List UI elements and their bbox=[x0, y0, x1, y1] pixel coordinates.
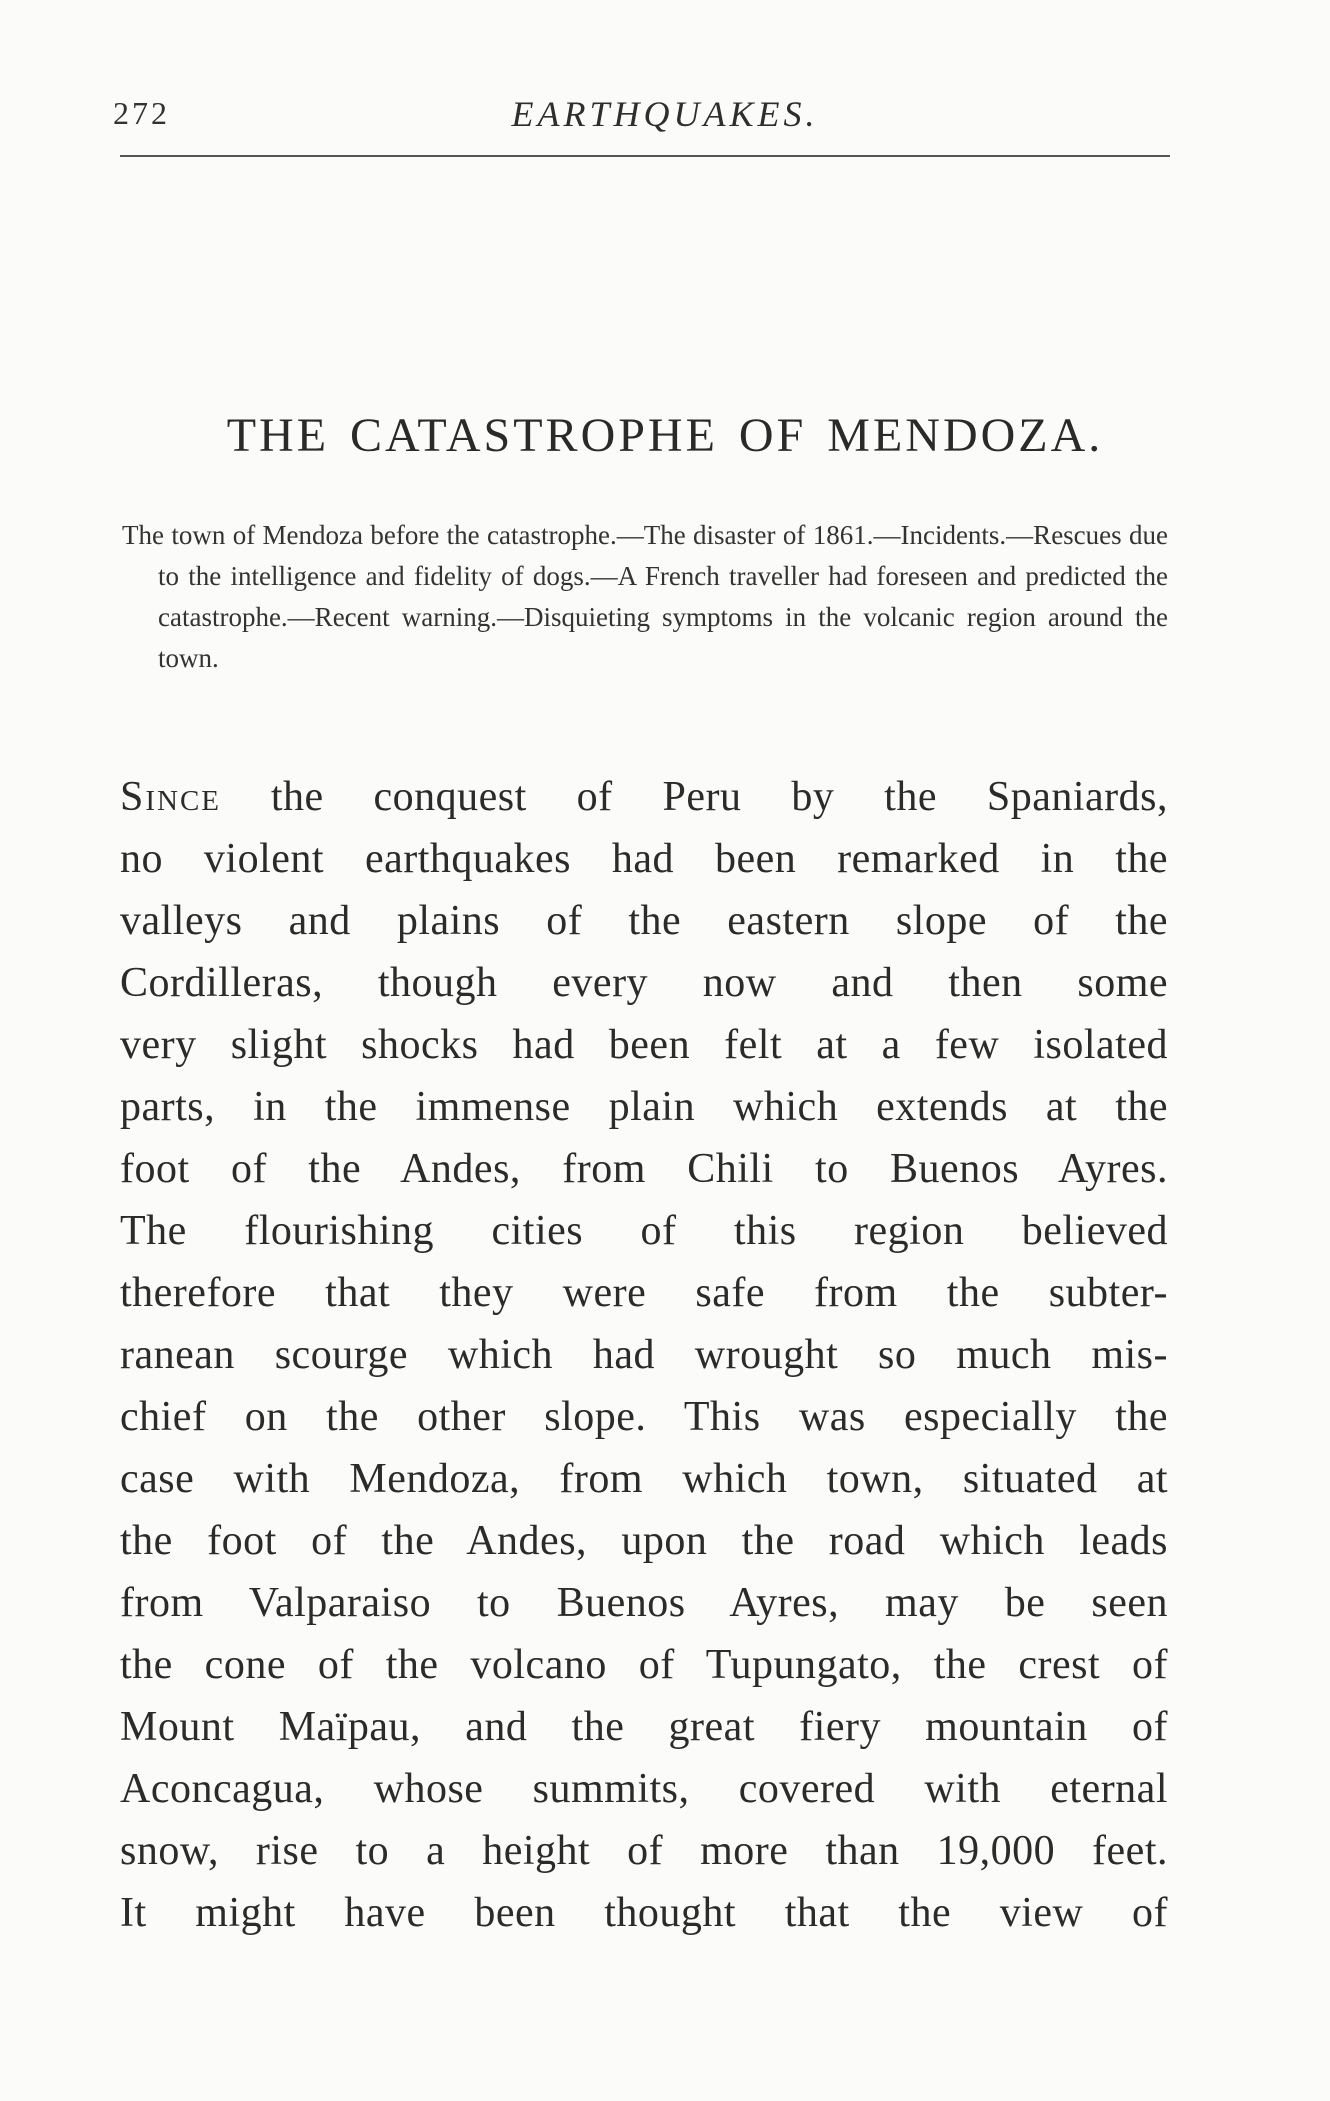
body-line: The flourishing cities of this region believed bbox=[120, 1208, 1168, 1254]
body-line: snow, rise to a height of more than 19,000 feet. bbox=[120, 1828, 1168, 1874]
body-line: Cordilleras, though every now and then some bbox=[120, 960, 1168, 1006]
body-line: Aconcagua, whose summits, covered with eternal bbox=[120, 1766, 1168, 1812]
body-line: therefore that they were safe from the subter- bbox=[120, 1270, 1168, 1316]
body-line bbox=[120, 766, 1168, 828]
body-line: foot of the Andes, from Chili to Buenos Ayres. bbox=[120, 1146, 1168, 1192]
body-line: It might have been thought that the view of bbox=[120, 1890, 1168, 1936]
page-number: 272 bbox=[113, 95, 170, 131]
body-line: case with Mendoza, from which town, situated at bbox=[120, 1456, 1168, 1502]
body-line: parts, in the immense plain which extends at the bbox=[120, 1084, 1168, 1130]
body-paragraph bbox=[120, 766, 1168, 1944]
body-line: valleys and plains of the eastern slope of the bbox=[120, 898, 1168, 944]
body-line: no violent earthquakes had been remarked in the bbox=[120, 836, 1168, 882]
header-rule bbox=[120, 155, 1170, 157]
chapter-summary bbox=[122, 515, 1168, 679]
chapter-title: THE CATASTROPHE OF MENDOZA. bbox=[226, 409, 1104, 462]
body-line: from Valparaiso to Buenos Ayres, may be seen bbox=[120, 1580, 1168, 1626]
body-line: the cone of the volcano of Tupungato, the crest of bbox=[120, 1642, 1168, 1688]
body-line: chief on the other slope. This was especially the bbox=[120, 1394, 1168, 1440]
body-line-text: the conquest of Peru by the Spaniards, bbox=[221, 774, 1168, 820]
body-line: the foot of the Andes, upon the road which leads bbox=[120, 1518, 1168, 1564]
opening-word: Since bbox=[120, 774, 222, 820]
chapter-summary-text: The town of Mendoza before the catastrophe.—The disaster of 1861.—Incidents.—Rescues due to the intelligence and fidelity of dogs.—A French traveller had foreseen and predicted the catastrophe.—Recent warning.—Disquieting symptoms in the volcanic region around the town. bbox=[122, 520, 1168, 673]
body-line: Mount Maïpau, and the great fiery mountain of bbox=[120, 1704, 1168, 1750]
body-line: ranean scourge which had wrought so much mis- bbox=[120, 1332, 1168, 1378]
body-line: very slight shocks had been felt at a few isolated bbox=[120, 1022, 1168, 1068]
running-head: EARTHQUAKES. bbox=[511, 94, 819, 134]
